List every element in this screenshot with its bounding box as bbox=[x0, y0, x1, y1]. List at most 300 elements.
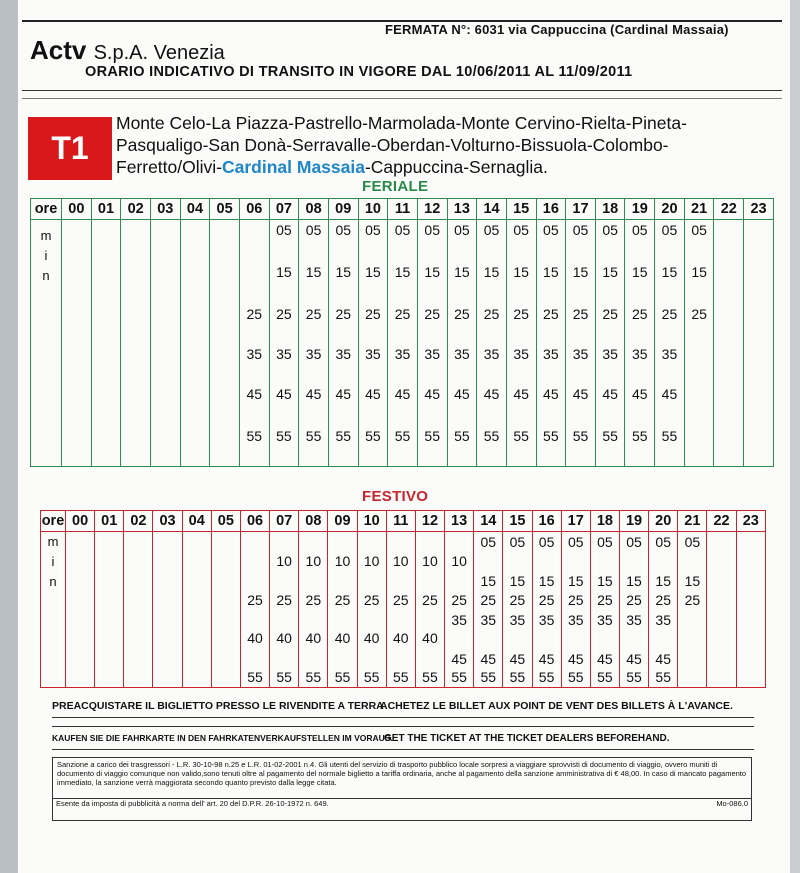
route-stops-after: -Cappuccina-Sernaglia. bbox=[364, 157, 548, 177]
departure-minute: 15 bbox=[543, 264, 559, 280]
hour-header-18: 18 bbox=[595, 199, 625, 220]
departure-minute: 35 bbox=[538, 612, 555, 628]
departure-minute: 25 bbox=[454, 306, 470, 322]
departure-minute: 55 bbox=[626, 669, 642, 685]
divider bbox=[22, 98, 782, 99]
departure-minute: 15 bbox=[691, 264, 707, 280]
notice-german: KAUFEN SIE DIE FAHRKARTE IN DEN FAHRKATENVERKAUFSTELLEN IM VORAUS. bbox=[52, 733, 393, 743]
hour-cell-02 bbox=[121, 220, 151, 467]
departure-minute: 15 bbox=[572, 264, 589, 280]
departure-minute: 35 bbox=[246, 346, 263, 362]
departure-minute: 25 bbox=[632, 306, 648, 322]
min-label-cell bbox=[31, 220, 62, 467]
hour-cell-18 bbox=[595, 220, 625, 467]
hour-cell-05 bbox=[210, 220, 240, 467]
hour-cell-17 bbox=[561, 532, 590, 688]
divider bbox=[52, 749, 754, 750]
line-badge: T1 bbox=[28, 117, 112, 180]
hour-cell-14 bbox=[477, 220, 507, 467]
hour-cell-16 bbox=[532, 532, 561, 688]
departure-minute: 45 bbox=[626, 651, 642, 667]
departure-minute: 15 bbox=[394, 264, 411, 280]
feriale-timetable bbox=[30, 198, 774, 467]
departure-minute: 10 bbox=[393, 553, 409, 569]
departure-minute: 55 bbox=[632, 428, 648, 444]
departure-minute: 25 bbox=[335, 306, 352, 322]
hour-header-07: 07 bbox=[270, 511, 299, 532]
departure-minute: 45 bbox=[276, 386, 292, 402]
departure-minute: 25 bbox=[509, 592, 526, 608]
company-name bbox=[30, 35, 225, 66]
departure-minute: 45 bbox=[513, 386, 529, 402]
hour-cell-10 bbox=[357, 532, 386, 688]
document-code: Mo-086.0 bbox=[716, 799, 748, 808]
departure-minute: 25 bbox=[246, 306, 263, 322]
departure-minute: 25 bbox=[334, 592, 351, 608]
departure-minute: 45 bbox=[509, 651, 526, 667]
departure-minute: 35 bbox=[305, 346, 322, 362]
hour-header-01: 01 bbox=[91, 199, 121, 220]
departure-minute: 05 bbox=[424, 222, 440, 238]
hour-cell-04 bbox=[182, 532, 211, 688]
departure-minute: 05 bbox=[394, 222, 411, 238]
departure-minute: 55 bbox=[393, 669, 409, 685]
departure-minute: 05 bbox=[691, 222, 707, 238]
departure-minute: 55 bbox=[454, 428, 470, 444]
hour-cell-06 bbox=[240, 532, 269, 688]
departure-minute: 55 bbox=[246, 428, 263, 444]
min-label-cell bbox=[41, 532, 66, 688]
departure-minute: 35 bbox=[509, 612, 526, 628]
departure-minute: 35 bbox=[602, 346, 618, 362]
hour-header-08: 08 bbox=[299, 199, 329, 220]
hour-cell-20 bbox=[649, 532, 678, 688]
hour-header-06: 06 bbox=[240, 511, 269, 532]
departure-minute: 25 bbox=[597, 592, 613, 608]
hour-header-19: 19 bbox=[625, 199, 655, 220]
hour-cell-01 bbox=[95, 532, 124, 688]
departure-minute: 35 bbox=[597, 612, 613, 628]
departure-minute: 25 bbox=[661, 306, 678, 322]
hour-cell-19 bbox=[619, 532, 648, 688]
hour-cell-18 bbox=[590, 532, 619, 688]
departure-minute: 35 bbox=[335, 346, 352, 362]
hour-header-21: 21 bbox=[684, 199, 714, 220]
hour-cell-03 bbox=[153, 532, 182, 688]
background-edge bbox=[0, 0, 18, 873]
departure-minute: 10 bbox=[363, 553, 380, 569]
hour-header-13: 13 bbox=[447, 199, 477, 220]
feriale-title: FERIALE bbox=[362, 178, 429, 195]
hour-header-07: 07 bbox=[269, 199, 299, 220]
min-label: n bbox=[49, 574, 57, 589]
validity-period: ORARIO INDICATIVO DI TRANSITO IN VIGORE DAL 10/06/2011 AL 11/09/2011 bbox=[85, 64, 633, 80]
departure-minute: 55 bbox=[276, 428, 292, 444]
hour-header-04: 04 bbox=[182, 511, 211, 532]
hour-header-09: 09 bbox=[328, 511, 357, 532]
stop-info: FERMATA N°: 6031 via Cappuccina (Cardinal Massaia) bbox=[385, 22, 729, 37]
departure-minute: 35 bbox=[424, 346, 440, 362]
departure-minute: 15 bbox=[597, 573, 613, 589]
hour-cell-00 bbox=[66, 532, 95, 688]
departure-minute: 35 bbox=[365, 346, 381, 362]
departure-minute: 15 bbox=[424, 264, 440, 280]
departure-minute: 15 bbox=[626, 573, 642, 589]
hour-header-22: 22 bbox=[707, 511, 736, 532]
departure-minute: 15 bbox=[684, 573, 701, 589]
departure-minute: 25 bbox=[691, 306, 707, 322]
departure-minute: 25 bbox=[602, 306, 618, 322]
hour-cell-08 bbox=[299, 532, 328, 688]
departure-minute: 55 bbox=[661, 428, 678, 444]
departure-minute: 35 bbox=[543, 346, 559, 362]
departure-minute: 25 bbox=[394, 306, 411, 322]
departure-minute: 45 bbox=[365, 386, 381, 402]
legal-notice bbox=[52, 757, 752, 821]
departure-minute: 55 bbox=[363, 669, 380, 685]
hour-header-02: 02 bbox=[121, 199, 151, 220]
departure-minute: 25 bbox=[572, 306, 589, 322]
departure-minute: 10 bbox=[305, 553, 322, 569]
departure-minute: 10 bbox=[451, 553, 467, 569]
hour-header-18: 18 bbox=[590, 511, 619, 532]
departure-minute: 45 bbox=[246, 386, 263, 402]
hour-cell-06 bbox=[239, 220, 269, 467]
hour-cell-03 bbox=[150, 220, 180, 467]
departure-minute: 25 bbox=[451, 592, 467, 608]
departure-minute: 15 bbox=[632, 264, 648, 280]
hour-cell-11 bbox=[386, 532, 415, 688]
divider bbox=[52, 726, 754, 727]
departure-minute: 55 bbox=[394, 428, 411, 444]
hour-cell-13 bbox=[447, 220, 477, 467]
hour-cell-14 bbox=[474, 532, 503, 688]
departure-minute: 15 bbox=[365, 264, 381, 280]
departure-minute: 15 bbox=[454, 264, 470, 280]
departure-minute: 35 bbox=[454, 346, 470, 362]
hour-header-11: 11 bbox=[386, 511, 415, 532]
hour-cell-10 bbox=[358, 220, 388, 467]
hour-header-05: 05 bbox=[211, 511, 240, 532]
hour-header-17: 17 bbox=[561, 511, 590, 532]
departure-minute: 55 bbox=[276, 669, 292, 685]
hour-cell-07 bbox=[269, 220, 299, 467]
departure-minute: 10 bbox=[422, 553, 438, 569]
departure-minute: 45 bbox=[597, 651, 613, 667]
departure-minute: 35 bbox=[632, 346, 648, 362]
min-label: i bbox=[51, 554, 55, 569]
min-label: m bbox=[40, 228, 52, 243]
departure-minute: 05 bbox=[513, 222, 529, 238]
hour-header-09: 09 bbox=[328, 199, 358, 220]
departure-minute: 45 bbox=[538, 651, 555, 667]
departure-minute: 45 bbox=[483, 386, 500, 402]
departure-minute: 45 bbox=[305, 386, 322, 402]
hour-header-19: 19 bbox=[619, 511, 648, 532]
hour-header-14: 14 bbox=[477, 199, 507, 220]
hour-cell-16 bbox=[536, 220, 566, 467]
departure-minute: 40 bbox=[247, 630, 263, 646]
hour-header-23: 23 bbox=[736, 511, 765, 532]
departure-minute: 25 bbox=[626, 592, 642, 608]
hour-cell-12 bbox=[415, 532, 444, 688]
hour-cell-05 bbox=[211, 532, 240, 688]
hour-cell-13 bbox=[445, 532, 474, 688]
hour-header-01: 01 bbox=[95, 511, 124, 532]
departure-minute: 25 bbox=[365, 306, 381, 322]
divider bbox=[52, 717, 754, 718]
departure-minute: 25 bbox=[543, 306, 559, 322]
hour-header-10: 10 bbox=[358, 199, 388, 220]
departure-minute: 45 bbox=[572, 386, 589, 402]
departure-minute: 25 bbox=[424, 306, 440, 322]
departure-minute: 15 bbox=[335, 264, 352, 280]
departure-minute: 35 bbox=[572, 346, 589, 362]
departure-minute: 15 bbox=[538, 573, 555, 589]
hour-header-12: 12 bbox=[415, 511, 444, 532]
departure-minute: 45 bbox=[454, 386, 470, 402]
departure-minute: 40 bbox=[276, 630, 292, 646]
departure-minute: 25 bbox=[393, 592, 409, 608]
departure-minute: 55 bbox=[509, 669, 526, 685]
departure-minute: 25 bbox=[422, 592, 438, 608]
departure-minute: 25 bbox=[655, 592, 671, 608]
departure-minute: 55 bbox=[424, 428, 440, 444]
hour-cell-01 bbox=[91, 220, 121, 467]
company-logo-text: Actv bbox=[30, 35, 87, 65]
departure-minute: 15 bbox=[276, 264, 292, 280]
departure-minute: 55 bbox=[335, 428, 352, 444]
departure-minute: 15 bbox=[661, 264, 678, 280]
hour-cell-22 bbox=[714, 220, 744, 467]
min-label: n bbox=[42, 268, 50, 283]
departure-minute: 05 bbox=[509, 534, 526, 550]
departure-minute: 55 bbox=[247, 669, 263, 685]
departure-minute: 55 bbox=[597, 669, 613, 685]
departure-minute: 55 bbox=[305, 428, 322, 444]
departure-minute: 55 bbox=[422, 669, 438, 685]
departure-minute: 55 bbox=[513, 428, 529, 444]
departure-minute: 35 bbox=[451, 612, 467, 628]
departure-minute: 05 bbox=[602, 222, 618, 238]
departure-minute: 40 bbox=[393, 630, 409, 646]
hour-cell-15 bbox=[506, 220, 536, 467]
departure-minute: 35 bbox=[394, 346, 411, 362]
departure-minute: 05 bbox=[567, 534, 584, 550]
departure-minute: 35 bbox=[480, 612, 497, 628]
departure-minute: 10 bbox=[276, 553, 292, 569]
hour-header-21: 21 bbox=[678, 511, 707, 532]
departure-minute: 25 bbox=[483, 306, 500, 322]
hour-cell-21 bbox=[684, 220, 714, 467]
hour-cell-09 bbox=[328, 532, 357, 688]
hour-cell-15 bbox=[503, 532, 532, 688]
departure-minute: 15 bbox=[480, 573, 497, 589]
hour-cell-08 bbox=[299, 220, 329, 467]
hour-header-15: 15 bbox=[506, 199, 536, 220]
departure-minute: 45 bbox=[632, 386, 648, 402]
departure-minute: 35 bbox=[626, 612, 642, 628]
departure-minute: 25 bbox=[276, 592, 292, 608]
route-stops-before: Monte Celo-La Piazza-Pastrello-Marmolada-Monte Cervino-Rielta-Pineta-Pasqualigo-San Donà-Serravalle-Oberdan-Volturno-Bissuola-Colombo-Ferretto/Olivi- bbox=[116, 113, 687, 177]
hour-header-13: 13 bbox=[445, 511, 474, 532]
departure-minute: 05 bbox=[538, 534, 555, 550]
departure-minute: 40 bbox=[305, 630, 322, 646]
departure-minute: 15 bbox=[513, 264, 529, 280]
departure-minute: 35 bbox=[655, 612, 671, 628]
ore-header: ore bbox=[31, 199, 62, 220]
departure-minute: 55 bbox=[538, 669, 555, 685]
departure-minute: 35 bbox=[661, 346, 678, 362]
hour-header-16: 16 bbox=[532, 511, 561, 532]
departure-minute: 05 bbox=[480, 534, 497, 550]
notice-french: ACHETEZ LE BILLET AUX POINT DE VENT DES BILLETS À L'AVANCE. bbox=[380, 700, 733, 712]
departure-minute: 05 bbox=[597, 534, 613, 550]
departure-minute: 35 bbox=[276, 346, 292, 362]
hour-header-04: 04 bbox=[180, 199, 210, 220]
hour-cell-23 bbox=[736, 532, 765, 688]
departure-minute: 15 bbox=[655, 573, 671, 589]
min-label: m bbox=[47, 534, 59, 549]
departure-minute: 55 bbox=[655, 669, 671, 685]
departure-minute: 25 bbox=[305, 306, 322, 322]
departure-minute: 15 bbox=[509, 573, 526, 589]
festivo-title: FESTIVO bbox=[362, 488, 429, 505]
festivo-timetable bbox=[40, 510, 766, 688]
departure-minute: 45 bbox=[451, 651, 467, 667]
departure-minute: 45 bbox=[543, 386, 559, 402]
current-stop-highlight: Cardinal Massaia bbox=[221, 157, 365, 177]
hour-header-10: 10 bbox=[357, 511, 386, 532]
hour-header-03: 03 bbox=[153, 511, 182, 532]
departure-minute: 15 bbox=[602, 264, 618, 280]
departure-minute: 25 bbox=[538, 592, 555, 608]
departure-minute: 05 bbox=[632, 222, 648, 238]
departure-minute: 45 bbox=[335, 386, 352, 402]
departure-minute: 55 bbox=[365, 428, 381, 444]
departure-minute: 05 bbox=[626, 534, 642, 550]
departure-minute: 55 bbox=[567, 669, 584, 685]
hour-cell-09 bbox=[328, 220, 358, 467]
departure-minute: 25 bbox=[305, 592, 322, 608]
hour-header-06: 06 bbox=[239, 199, 269, 220]
departure-minute: 05 bbox=[655, 534, 671, 550]
departure-minute: 05 bbox=[543, 222, 559, 238]
hour-header-15: 15 bbox=[503, 511, 532, 532]
hour-header-08: 08 bbox=[299, 511, 328, 532]
route-description bbox=[116, 112, 766, 178]
hour-header-16: 16 bbox=[536, 199, 566, 220]
departure-minute: 05 bbox=[276, 222, 292, 238]
hour-header-11: 11 bbox=[388, 199, 418, 220]
departure-minute: 45 bbox=[567, 651, 584, 667]
departure-minute: 40 bbox=[363, 630, 380, 646]
departure-minute: 40 bbox=[334, 630, 351, 646]
hour-cell-17 bbox=[566, 220, 596, 467]
hour-header-00: 00 bbox=[66, 511, 95, 532]
ore-header: ore bbox=[41, 511, 66, 532]
legal-text: Sanzione a carico dei trasgressori - L.R. 30-10-98 n.25 e L.R. 01-02-2001 n.4. Gli utenti del servizio di trasporto pubblico locale sorpresi a viaggiare sprovvisti di documento di viaggio, ovvero muniti di documento di viaggio comunque non valido,sono tenuti oltre al pagamento del normale biglietto a tariffa ordinaria, anche al pagamento della sanzione amministrativa di € 48,00. In caso di mancato pagamento immediato, la sanzione verrà maggiorata secondo quanto previsto dalla legge citata. bbox=[57, 760, 747, 787]
hour-cell-00 bbox=[62, 220, 92, 467]
departure-minute: 40 bbox=[422, 630, 438, 646]
hour-header-05: 05 bbox=[210, 199, 240, 220]
hour-header-17: 17 bbox=[566, 199, 596, 220]
departure-minute: 25 bbox=[363, 592, 380, 608]
departure-minute: 45 bbox=[661, 386, 678, 402]
departure-minute: 55 bbox=[572, 428, 589, 444]
departure-minute: 55 bbox=[543, 428, 559, 444]
departure-minute: 25 bbox=[247, 592, 263, 608]
departure-minute: 25 bbox=[567, 592, 584, 608]
departure-minute: 45 bbox=[602, 386, 618, 402]
departure-minute: 45 bbox=[480, 651, 497, 667]
divider bbox=[22, 90, 782, 91]
notice-italian: PREACQUISTARE IL BIGLIETTO PRESSO LE RIVENDITE A TERRA bbox=[52, 700, 384, 712]
hour-cell-21 bbox=[678, 532, 707, 688]
hour-cell-22 bbox=[707, 532, 736, 688]
hour-cell-19 bbox=[625, 220, 655, 467]
hour-header-22: 22 bbox=[714, 199, 744, 220]
departure-minute: 25 bbox=[684, 592, 701, 608]
hour-cell-11 bbox=[388, 220, 418, 467]
departure-minute: 35 bbox=[567, 612, 584, 628]
hour-cell-12 bbox=[417, 220, 447, 467]
departure-minute: 05 bbox=[661, 222, 678, 238]
hour-cell-07 bbox=[270, 532, 299, 688]
hour-cell-02 bbox=[124, 532, 153, 688]
departure-minute: 55 bbox=[602, 428, 618, 444]
hour-header-14: 14 bbox=[474, 511, 503, 532]
departure-minute: 45 bbox=[655, 651, 671, 667]
departure-minute: 05 bbox=[454, 222, 470, 238]
tax-exemption bbox=[52, 798, 752, 808]
departure-minute: 55 bbox=[305, 669, 322, 685]
departure-minute: 45 bbox=[394, 386, 411, 402]
hour-header-03: 03 bbox=[150, 199, 180, 220]
hour-header-00: 00 bbox=[62, 199, 92, 220]
hour-header-20: 20 bbox=[649, 511, 678, 532]
departure-minute: 35 bbox=[483, 346, 500, 362]
departure-minute: 05 bbox=[365, 222, 381, 238]
departure-minute: 05 bbox=[305, 222, 322, 238]
departure-minute: 45 bbox=[424, 386, 440, 402]
departure-minute: 15 bbox=[567, 573, 584, 589]
departure-minute: 55 bbox=[480, 669, 497, 685]
departure-minute: 05 bbox=[684, 534, 701, 550]
hour-header-12: 12 bbox=[417, 199, 447, 220]
departure-minute: 15 bbox=[305, 264, 322, 280]
departure-minute: 05 bbox=[572, 222, 589, 238]
departure-minute: 55 bbox=[483, 428, 500, 444]
hour-header-23: 23 bbox=[744, 199, 774, 220]
tax-exemption-text: Esente da imposta di pubblicità a norma dell' art. 20 del D.P.R. 26-10-1972 n. 649. bbox=[56, 799, 329, 808]
departure-minute: 35 bbox=[513, 346, 529, 362]
departure-minute: 25 bbox=[480, 592, 497, 608]
hour-header-02: 02 bbox=[124, 511, 153, 532]
departure-minute: 25 bbox=[513, 306, 529, 322]
hour-cell-23 bbox=[744, 220, 774, 467]
departure-minute: 05 bbox=[483, 222, 500, 238]
departure-minute: 55 bbox=[451, 669, 467, 685]
notice-english: GET THE TICKET AT THE TICKET DEALERS BEFOREHAND. bbox=[384, 733, 670, 744]
departure-minute: 10 bbox=[334, 553, 351, 569]
hour-header-20: 20 bbox=[655, 199, 685, 220]
departure-minute: 05 bbox=[335, 222, 352, 238]
hour-cell-20 bbox=[655, 220, 685, 467]
min-label: i bbox=[44, 248, 48, 263]
departure-minute: 55 bbox=[334, 669, 351, 685]
company-subtitle: S.p.A. Venezia bbox=[93, 42, 225, 64]
